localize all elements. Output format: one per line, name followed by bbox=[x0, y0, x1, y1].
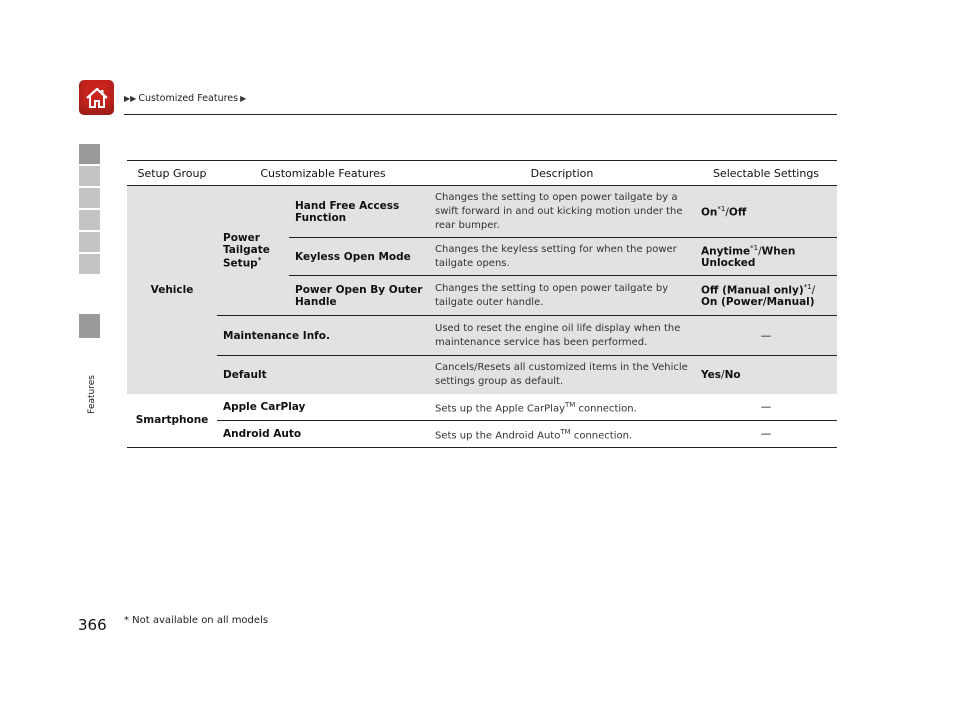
feature-power-open: Power Open By Outer Handle bbox=[289, 276, 429, 316]
footnote-mark: *1 bbox=[750, 243, 759, 252]
description-android-auto-text: Sets up the Android Auto bbox=[435, 430, 561, 442]
description-apple-carplay-text: Sets up the Apple CarPlay bbox=[435, 402, 565, 414]
home-icon bbox=[84, 85, 110, 111]
table-header-row bbox=[127, 161, 837, 186]
setting-android-auto: — bbox=[695, 420, 837, 447]
side-tab-segment bbox=[79, 166, 100, 186]
side-tab-segment bbox=[79, 144, 100, 164]
customized-features-table bbox=[127, 160, 837, 448]
setting-option-off-manual: Off (Manual only) bbox=[701, 284, 804, 297]
header-rule bbox=[124, 114, 837, 115]
header-selectable-settings: Selectable Settings bbox=[695, 161, 837, 186]
setting-separator: / bbox=[811, 284, 816, 297]
description-apple-carplay-suffix: connection. bbox=[575, 402, 637, 414]
description-apple-carplay bbox=[429, 394, 695, 421]
setting-option-off: Off bbox=[728, 206, 747, 219]
side-tab-segment bbox=[79, 210, 100, 230]
feature-keyless: Keyless Open Mode bbox=[289, 238, 429, 276]
description-hand-free: Changes the setting to open power tailgate by a swift forward in and out kicking motion under the rear bumper. bbox=[429, 186, 695, 238]
trademark-mark: TM bbox=[565, 400, 576, 409]
footnote-mark: * bbox=[257, 255, 262, 264]
table-row-maintenance bbox=[127, 316, 837, 356]
side-tab-segment bbox=[79, 232, 100, 252]
setting-option-yes: Yes bbox=[701, 368, 722, 381]
side-tab-segment bbox=[79, 254, 100, 274]
setting-option-anytime: Anytime bbox=[701, 245, 751, 258]
setting-apple-carplay: — bbox=[695, 394, 837, 421]
description-android-auto-suffix: connection. bbox=[570, 430, 633, 442]
side-tab-active[interactable] bbox=[79, 314, 100, 338]
group-vehicle: Vehicle bbox=[127, 186, 217, 394]
footnote-mark: *1 bbox=[803, 282, 812, 291]
table-row-default bbox=[127, 356, 837, 394]
description-maintenance: Used to reset the engine oil life display when the maintenance service has been performed. bbox=[429, 316, 695, 356]
table-row-hand-free bbox=[127, 186, 837, 238]
side-tab-segment bbox=[79, 188, 100, 208]
setting-hand-free bbox=[695, 186, 837, 238]
setting-option-on: On bbox=[701, 206, 718, 219]
feature-hand-free: Hand Free Access Function bbox=[289, 186, 429, 238]
footnote-mark: *1 bbox=[717, 204, 726, 213]
setting-option-on-power-manual: On (Power/Manual) bbox=[701, 296, 815, 309]
table-row-android-auto bbox=[127, 420, 837, 447]
setting-power-open bbox=[695, 276, 837, 316]
header-customizable-features: Customizable Features bbox=[217, 161, 429, 186]
home-button[interactable] bbox=[79, 80, 114, 115]
description-keyless: Changes the keyless setting for when the power tailgate opens. bbox=[429, 238, 695, 276]
feature-android-auto: Android Auto bbox=[217, 420, 429, 447]
setting-separator: / bbox=[758, 245, 762, 258]
header-setup-group: Setup Group bbox=[127, 161, 217, 186]
subgroup-power-tailgate-label: Power Tailgate Setup bbox=[223, 231, 270, 270]
group-smartphone: Smartphone bbox=[127, 394, 217, 448]
setting-keyless bbox=[695, 238, 837, 276]
side-tab-label: Features bbox=[87, 375, 97, 414]
description-android-auto bbox=[429, 420, 695, 447]
subgroup-power-tailgate bbox=[217, 186, 289, 316]
feature-apple-carplay: Apple CarPlay bbox=[217, 394, 429, 421]
feature-default: Default bbox=[217, 356, 429, 394]
header-description: Description bbox=[429, 161, 695, 186]
setting-separator: / bbox=[725, 206, 729, 219]
table-row-apple-carplay bbox=[127, 394, 837, 421]
description-default: Cancels/Resets all customized items in the Vehicle settings group as default. bbox=[429, 356, 695, 394]
breadcrumb-link-customized-features[interactable]: Customized Features bbox=[138, 93, 239, 104]
breadcrumb bbox=[124, 93, 246, 104]
setting-separator: / bbox=[721, 368, 725, 381]
feature-maintenance: Maintenance Info. bbox=[217, 316, 429, 356]
page-number: 366 bbox=[78, 616, 107, 634]
trademark-mark: TM bbox=[560, 427, 571, 436]
setting-option-when-unlocked: When Unlocked bbox=[701, 245, 796, 270]
description-power-open: Changes the setting to open power tailgate by tailgate outer handle. bbox=[429, 276, 695, 316]
setting-option-no: No bbox=[724, 368, 741, 381]
breadcrumb-end-arrow: ▶ bbox=[240, 94, 247, 103]
footnote: * Not available on all models bbox=[124, 615, 269, 626]
breadcrumb-arrows: ▶▶ bbox=[124, 94, 137, 103]
setting-default bbox=[695, 356, 837, 394]
setting-maintenance: — bbox=[695, 316, 837, 356]
